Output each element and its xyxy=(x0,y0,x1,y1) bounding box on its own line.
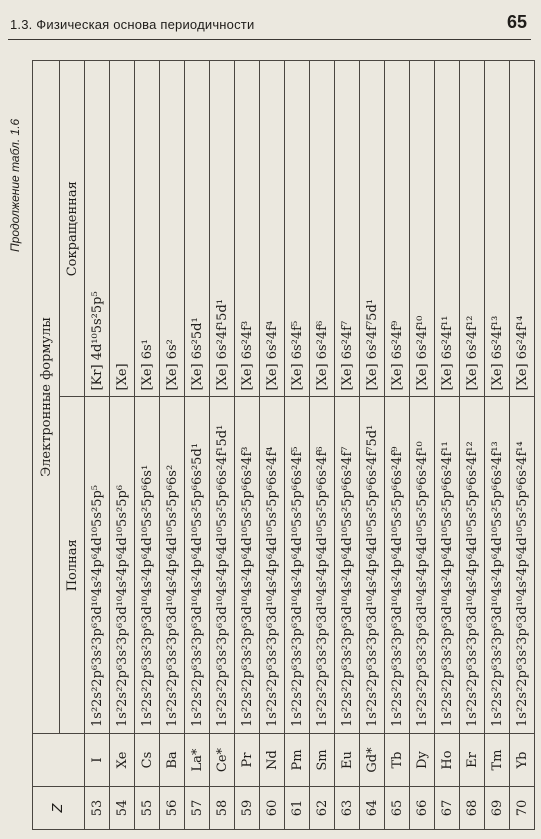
cell-short-formula: [Xe] 6s²4f¹² xyxy=(460,61,485,398)
cell-symbol: Sm xyxy=(310,734,335,787)
cell-full-formula: 1s²2s²2p⁶3s²3p⁶3d¹⁰4s²4p⁶4d¹⁰5s²5p⁶6s²4f¹² xyxy=(460,397,485,734)
cell-z: 56 xyxy=(160,787,185,830)
cell-z: 53 xyxy=(85,787,110,830)
table-row xyxy=(360,61,385,830)
table-row xyxy=(410,61,435,830)
table-row xyxy=(460,61,485,830)
cell-full-formula: 1s²2s²2p⁶3s²3p⁶3d¹⁰4s²4p⁶4d¹⁰5s²5p⁶6s¹ xyxy=(135,397,160,734)
column-header-symbol xyxy=(33,734,85,787)
table-row xyxy=(335,61,360,830)
cell-full-formula: 1s²2s²2p⁶3s²3p⁶3d¹⁰4s²4p⁶4d¹⁰5s²5p⁶6s²4f¹³ xyxy=(485,397,510,734)
cell-symbol: Tb xyxy=(385,734,410,787)
table-row xyxy=(260,61,285,830)
table-row xyxy=(160,61,185,830)
cell-short-formula: [Xe] 6s²4f⁷ xyxy=(335,61,360,398)
cell-full-formula: 1s²2s²2p⁶3s²3p⁶3d¹⁰4s²4p⁶4d¹⁰5s²5p⁶6s²5d¹ xyxy=(185,397,210,734)
cell-symbol: Gd* xyxy=(360,734,385,787)
cell-full-formula: 1s²2s²2p⁶3s²3p⁶3d¹⁰4s²4p⁶4d¹⁰5s²5p⁶6s²4f⁵ xyxy=(285,397,310,734)
cell-symbol: Dy xyxy=(410,734,435,787)
cell-short-formula: [Xe] 6s²4f⁷5d¹ xyxy=(360,61,385,398)
column-group-header: Электронные формулы xyxy=(33,61,60,734)
cell-short-formula: [Xe] 6s²4f¹¹ xyxy=(435,61,460,398)
cell-short-formula: [Xe] 6s²5d¹ xyxy=(185,61,210,398)
cell-z: 57 xyxy=(185,787,210,830)
column-header-full: Полная xyxy=(60,397,85,734)
table-row xyxy=(185,61,210,830)
cell-short-formula: [Xe] 6s¹ xyxy=(135,61,160,398)
table-row xyxy=(135,61,160,830)
cell-symbol: Pm xyxy=(285,734,310,787)
cell-full-formula: 1s²2s²2p⁶3s²3p⁶3d¹⁰4s²4p⁶4d¹⁰5s²5p⁶6s²4f¹⁴ xyxy=(510,397,535,734)
continuation-text: Продолжение табл. 1.6 xyxy=(8,118,22,252)
table-row xyxy=(485,61,510,830)
cell-short-formula: [Xe] 6s²4f¹⁰ xyxy=(410,61,435,398)
cell-full-formula: 1s²2s²2p⁶3s²3p⁶3d¹⁰4s²4p⁶4d¹⁰5s²5p⁶6s²4f⁴ xyxy=(260,397,285,734)
column-header-short: Сокращенная xyxy=(60,61,85,398)
table-subheader-row xyxy=(60,61,85,830)
cell-symbol: Tm xyxy=(485,734,510,787)
cell-z: 69 xyxy=(485,787,510,830)
cell-z: 62 xyxy=(310,787,335,830)
cell-z: 61 xyxy=(285,787,310,830)
column-header-z: Z xyxy=(33,787,85,830)
cell-full-formula: 1s²2s²2p⁶3s²3p⁶3d¹⁰4s²4p⁶4d¹⁰5s²5p⁶6s²4f¹5d¹ xyxy=(210,397,235,734)
cell-z: 54 xyxy=(110,787,135,830)
table-row xyxy=(510,61,535,830)
table-row xyxy=(285,61,310,830)
cell-full-formula: 1s²2s²2p⁶3s²3p⁶3d¹⁰4s²4p⁶4d¹⁰5s²5p⁶6s² xyxy=(160,397,185,734)
cell-full-formula: 1s²2s²2p⁶3s²3p⁶3d¹⁰4s²4p⁶4d¹⁰5s²5p⁶6s²4f⁶ xyxy=(310,397,335,734)
cell-z: 68 xyxy=(460,787,485,830)
cell-z: 66 xyxy=(410,787,435,830)
cell-symbol: Er xyxy=(460,734,485,787)
cell-symbol: Nd xyxy=(260,734,285,787)
cell-z: 63 xyxy=(335,787,360,830)
cell-short-formula: [Kr] 4d¹⁰5s²5p⁵ xyxy=(85,61,110,398)
table-continuation-label xyxy=(6,62,24,822)
cell-z: 58 xyxy=(210,787,235,830)
cell-symbol: Ba xyxy=(160,734,185,787)
page-header xyxy=(0,0,541,44)
cell-symbol: La* xyxy=(185,734,210,787)
table-row xyxy=(385,61,410,830)
electron-configuration-table xyxy=(32,60,535,830)
cell-symbol: Xe xyxy=(110,734,135,787)
cell-z: 67 xyxy=(435,787,460,830)
cell-symbol: Ce* xyxy=(210,734,235,787)
table-header-row xyxy=(33,61,60,830)
table-row xyxy=(235,61,260,830)
cell-short-formula: [Xe] 6s²4f⁶ xyxy=(310,61,335,398)
cell-short-formula: [Xe] 6s²4f⁵ xyxy=(285,61,310,398)
cell-full-formula: 1s²2s²2p⁶3s²3p⁶3d¹⁰4s²4p⁶4d¹⁰5s²5p⁶ xyxy=(110,397,135,734)
cell-z: 55 xyxy=(135,787,160,830)
cell-z: 59 xyxy=(235,787,260,830)
table-row xyxy=(310,61,335,830)
page-number: 65 xyxy=(506,12,527,32)
cell-full-formula: 1s²2s²2p⁶3s²3p⁶3d¹⁰4s²4p⁶4d¹⁰5s²5p⁶6s²4f⁹ xyxy=(385,397,410,734)
cell-full-formula: 1s²2s²2p⁶3s²3p⁶3d¹⁰4s²4p⁶4d¹⁰5s²5p⁶6s²4f⁷5d¹ xyxy=(360,397,385,734)
header-rule xyxy=(8,39,531,40)
cell-full-formula: 1s²2s²2p⁶3s²3p⁶3d¹⁰4s²4p⁶4d¹⁰5s²5p⁵ xyxy=(85,397,110,734)
cell-symbol: Ho xyxy=(435,734,460,787)
table-row xyxy=(85,61,110,830)
table-row xyxy=(435,61,460,830)
running-title: 1.3. Физическая основа периодичности xyxy=(10,17,255,32)
cell-full-formula: 1s²2s²2p⁶3s²3p⁶3d¹⁰4s²4p⁶4d¹⁰5s²5p⁶6s²4f³ xyxy=(235,397,260,734)
table-row xyxy=(110,61,135,830)
cell-short-formula: [Xe] 6s²4f³ xyxy=(235,61,260,398)
cell-short-formula: [Xe] 6s²4f⁹ xyxy=(385,61,410,398)
table-container xyxy=(32,60,532,830)
table-body xyxy=(85,61,535,830)
cell-full-formula: 1s²2s²2p⁶3s²3p⁶3d¹⁰4s²4p⁶4d¹⁰5s²5p⁶6s²4f¹⁰ xyxy=(410,397,435,734)
cell-short-formula: [Xe] 6s² xyxy=(160,61,185,398)
cell-symbol: Yb xyxy=(510,734,535,787)
cell-z: 64 xyxy=(360,787,385,830)
cell-symbol: I xyxy=(85,734,110,787)
cell-short-formula: [Xe] 6s²4f¹5d¹ xyxy=(210,61,235,398)
cell-full-formula: 1s²2s²2p⁶3s²3p⁶3d¹⁰4s²4p⁶4d¹⁰5s²5p⁶6s²4f⁷ xyxy=(335,397,360,734)
cell-z: 65 xyxy=(385,787,410,830)
cell-symbol: Cs xyxy=(135,734,160,787)
cell-symbol: Eu xyxy=(335,734,360,787)
cell-short-formula: [Xe] 6s²4f⁴ xyxy=(260,61,285,398)
cell-z: 60 xyxy=(260,787,285,830)
cell-short-formula: [Xe] 6s²4f¹³ xyxy=(485,61,510,398)
cell-full-formula: 1s²2s²2p⁶3s²3p⁶3d¹⁰4s²4p⁶4d¹⁰5s²5p⁶6s²4f¹¹ xyxy=(435,397,460,734)
table-row xyxy=(210,61,235,830)
cell-short-formula: [Xe] xyxy=(110,61,135,398)
cell-symbol: Pr xyxy=(235,734,260,787)
cell-short-formula: [Xe] 6s²4f¹⁴ xyxy=(510,61,535,398)
cell-z: 70 xyxy=(510,787,535,830)
